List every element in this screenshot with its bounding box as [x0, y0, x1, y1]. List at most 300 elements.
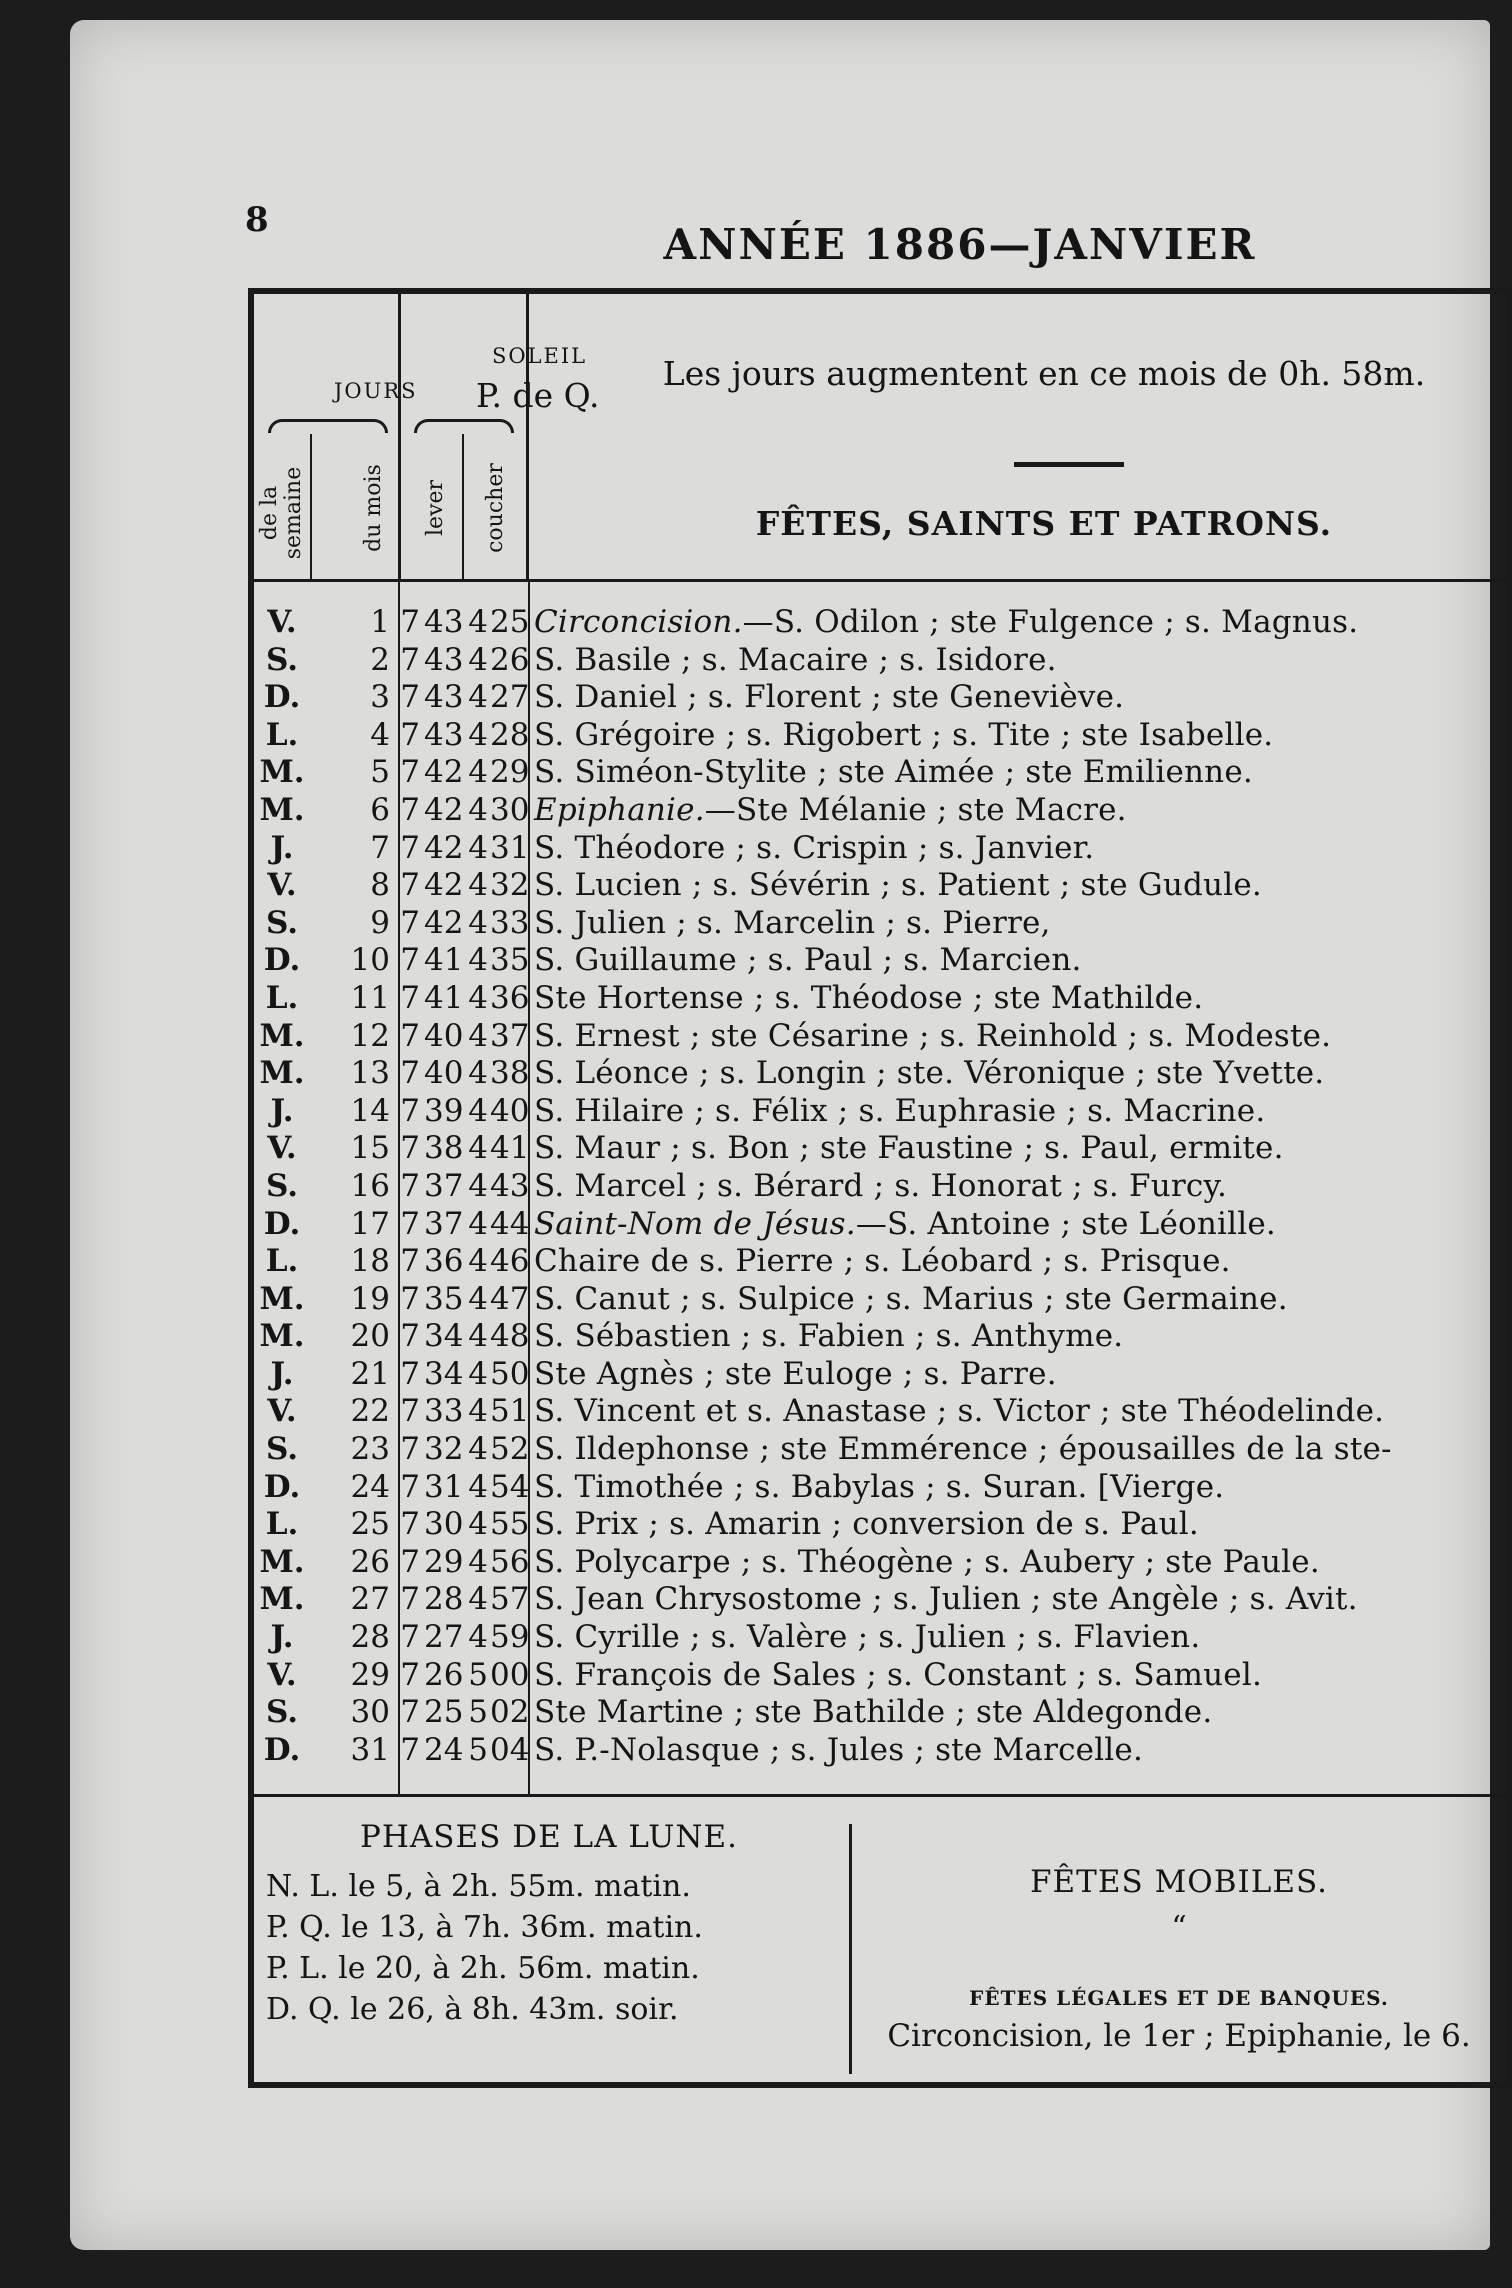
weekday-cell: D.	[263, 1205, 301, 1242]
sunrise-hour: 7	[400, 1017, 420, 1054]
sunset-hour: 4	[468, 754, 488, 791]
sunset-hour: 4	[468, 1393, 488, 1430]
sunrise-hour: 7	[400, 1581, 420, 1618]
saints-cell	[534, 1243, 1231, 1281]
sunset-hour: 4	[468, 641, 488, 678]
sunset-hour: 4	[468, 1581, 488, 1618]
sunset-hour: 4	[468, 1543, 488, 1580]
saints-cell	[534, 1393, 1384, 1431]
saints-cell	[534, 1619, 1200, 1657]
weekday-cell: M.	[259, 1543, 305, 1580]
weekday-cell: J.	[270, 1092, 294, 1129]
sunrise-hour: 7	[400, 904, 420, 941]
sunset-hour: 4	[468, 1431, 488, 1468]
saints-cell	[534, 679, 1124, 717]
pq-label: P. de Q.	[476, 376, 600, 415]
coucher-label: coucher	[483, 463, 508, 553]
sunrise-minute: 25	[424, 1694, 464, 1731]
sunrise-hour: 7	[400, 1167, 420, 1204]
sunrise-minute: 28	[424, 1581, 464, 1618]
bottom-divider	[849, 1824, 852, 2074]
divider-lever	[462, 434, 464, 579]
saints-text: S. Timothée ; s. Babylas ; s. Suran. [Vierge.	[534, 1468, 1225, 1505]
weekday-cell: M.	[259, 1581, 305, 1618]
days-info: Les jours augmentent en ce mois de 0h. 58m.	[662, 354, 1426, 393]
saints-text: S. Prix ; s. Amarin ; conversion de s. Paul.	[534, 1506, 1199, 1543]
calendar-row	[254, 1393, 1506, 1431]
day-cell: 14	[350, 1092, 390, 1129]
sunrise-hour: 7	[400, 604, 420, 640]
sunrise-hour: 7	[400, 1543, 420, 1580]
weekday-cell: M.	[259, 754, 305, 791]
saints-cell	[534, 1318, 1123, 1356]
sunrise-minute: 42	[424, 791, 464, 828]
sunrise-hour: 7	[400, 1506, 420, 1543]
sunrise-minute: 30	[424, 1506, 464, 1543]
saints-text: Chaire de s. Pierre ; s. Léobard ; s. Prisque.	[534, 1243, 1231, 1280]
mois-label: du mois	[361, 464, 386, 552]
saints-cell	[534, 905, 1051, 943]
sunset-minute: 40	[490, 1092, 530, 1129]
sunset-hour: 4	[468, 867, 488, 904]
saints-text: S. Hilaire ; s. Félix ; s. Euphrasie ; s. Macrine.	[534, 1092, 1266, 1129]
calendar-row	[254, 754, 1506, 792]
sunrise-hour: 7	[400, 1243, 420, 1280]
sunrise-hour: 7	[400, 1656, 420, 1693]
calendar-row	[254, 642, 1506, 680]
saints-text: S. Canut ; s. Sulpice ; s. Marius ; ste Germaine.	[534, 1280, 1288, 1317]
day-cell: 24	[350, 1468, 390, 1505]
calendar-row	[254, 604, 1506, 642]
day-cell: 1	[370, 604, 390, 640]
sunrise-minute: 43	[424, 641, 464, 678]
calendar-row	[254, 1093, 1506, 1131]
sunrise-minute: 42	[424, 867, 464, 904]
weekday-cell: S.	[265, 904, 299, 941]
sunrise-hour: 7	[400, 1731, 420, 1768]
saints-cell	[534, 717, 1273, 755]
saints-cell	[534, 1168, 1227, 1206]
day-cell: 11	[350, 979, 390, 1016]
saints-cell	[534, 1469, 1224, 1507]
sunrise-minute: 34	[424, 1355, 464, 1392]
day-cell: 12	[350, 1017, 390, 1054]
weekday-cell: D.	[263, 1731, 301, 1768]
saints-text: S. Ernest ; ste Césarine ; s. Reinhold ; s. Modeste.	[534, 1017, 1332, 1054]
weekday-cell: J.	[270, 1619, 294, 1656]
sunset-minute: 00	[490, 1656, 530, 1693]
calendar-row	[254, 1581, 1506, 1619]
calendar-frame	[248, 288, 1512, 2088]
sunrise-hour: 7	[400, 1619, 420, 1656]
saints-cell	[534, 1356, 1057, 1394]
sunset-hour: 4	[468, 1243, 488, 1280]
sunrise-hour: 7	[400, 1092, 420, 1129]
weekday-cell: M.	[259, 1318, 305, 1355]
calendar-row	[254, 1018, 1506, 1056]
sunset-minute: 51	[490, 1393, 530, 1430]
saints-cell	[534, 754, 1253, 792]
soleil-brace	[414, 419, 514, 433]
saints-cell	[534, 1055, 1324, 1093]
saints-text: Ste Martine ; ste Bathilde ; ste Aldegonde.	[534, 1694, 1213, 1731]
sunset-hour: 4	[468, 1130, 488, 1167]
legales-text: Circoncision, le 1er ; Epiphanie, le 6.	[887, 2018, 1471, 2054]
weekday-cell: S.	[265, 1431, 299, 1468]
sunrise-minute: 35	[424, 1280, 464, 1317]
sunset-hour: 5	[468, 1656, 488, 1693]
sunset-minute: 57	[490, 1581, 530, 1618]
sunrise-hour: 7	[400, 867, 420, 904]
sunrise-minute: 42	[424, 829, 464, 866]
divider-soleil	[526, 294, 529, 579]
weekday-cell: V.	[267, 604, 297, 640]
saints-text: S. Guillaume ; s. Paul ; s. Marcien.	[534, 942, 1082, 979]
weekday-cell: D.	[263, 679, 301, 716]
calendar-row	[254, 1318, 1506, 1356]
calendar-row	[254, 830, 1506, 868]
calendar-row	[254, 905, 1506, 943]
saints-cell	[534, 1506, 1199, 1544]
sunset-minute: 31	[490, 829, 530, 866]
sunset-minute: 55	[490, 1506, 530, 1543]
sunrise-hour: 7	[400, 1355, 420, 1392]
sunset-hour: 4	[468, 1017, 488, 1054]
weekday-cell: D.	[263, 1468, 301, 1505]
sunset-hour: 4	[468, 1092, 488, 1129]
day-cell: 26	[350, 1543, 390, 1580]
sunset-hour: 4	[468, 1318, 488, 1355]
day-cell: 28	[350, 1619, 390, 1656]
sunset-hour: 4	[468, 829, 488, 866]
saints-cell	[534, 867, 1262, 905]
sunrise-minute: 39	[424, 1092, 464, 1129]
sunrise-hour: 7	[400, 754, 420, 791]
sunset-minute: 37	[490, 1017, 530, 1054]
sunrise-minute: 33	[424, 1393, 464, 1430]
day-cell: 30	[350, 1694, 390, 1731]
saints-cell	[534, 1544, 1320, 1582]
sunset-hour: 4	[468, 1506, 488, 1543]
sunset-minute: 33	[490, 904, 530, 941]
day-cell: 4	[370, 716, 390, 753]
calendar-row	[254, 1506, 1506, 1544]
day-cell: 9	[370, 904, 390, 941]
calendar-row	[254, 1055, 1506, 1093]
lever-label: lever	[423, 479, 448, 537]
phases-list	[266, 1866, 703, 2030]
day-cell: 27	[350, 1581, 390, 1618]
weekday-cell: L.	[265, 1243, 299, 1280]
sunset-hour: 5	[468, 1694, 488, 1731]
calendar-row	[254, 980, 1506, 1018]
sunrise-minute: 42	[424, 754, 464, 791]
sunrise-minute: 38	[424, 1130, 464, 1167]
sunset-minute: 27	[490, 679, 530, 716]
saints-text: S. Léonce ; s. Longin ; ste. Véronique ; ste Yvette.	[534, 1055, 1325, 1092]
day-cell: 8	[370, 867, 390, 904]
saints-cell	[534, 1093, 1265, 1131]
sunrise-minute: 31	[424, 1468, 464, 1505]
day-cell: 20	[350, 1318, 390, 1355]
day-cell: 21	[350, 1355, 390, 1392]
sunset-minute: 52	[490, 1431, 530, 1468]
saints-text: Ste Hortense ; s. Théodose ; ste Mathilde.	[534, 979, 1204, 1016]
sunset-minute: 46	[490, 1243, 530, 1280]
saints-text: —Ste Mélanie ; ste Macre.	[704, 791, 1127, 828]
weekday-cell: V.	[267, 1393, 297, 1430]
calendar-row	[254, 1544, 1506, 1582]
calendar-row	[254, 1694, 1506, 1732]
legales-title: FÊTES LÉGALES ET DE BANQUES.	[969, 1986, 1389, 2010]
day-cell: 15	[350, 1130, 390, 1167]
saints-cell	[534, 1281, 1288, 1319]
divider-jours	[398, 294, 401, 579]
sunrise-minute: 41	[424, 942, 464, 979]
sunset-minute: 43	[490, 1167, 530, 1204]
sunset-minute: 29	[490, 754, 530, 791]
calendar-row	[254, 1619, 1506, 1657]
day-cell: 5	[370, 754, 390, 791]
jours-label: JOURS	[334, 379, 418, 403]
sunset-hour: 4	[468, 979, 488, 1016]
sunrise-minute: 42	[424, 904, 464, 941]
saints-cell	[534, 1431, 1392, 1469]
sunrise-minute: 27	[424, 1619, 464, 1656]
day-cell: 17	[350, 1205, 390, 1242]
sunrise-minute: 43	[424, 679, 464, 716]
feast-name: Epiphanie.	[534, 791, 705, 828]
sunrise-hour: 7	[400, 1280, 420, 1317]
saints-text: S. Sébastien ; s. Fabien ; s. Anthyme.	[534, 1318, 1124, 1355]
calendar-row	[254, 1431, 1506, 1469]
sunset-hour: 4	[468, 1055, 488, 1092]
sunrise-hour: 7	[400, 679, 420, 716]
weekday-cell: V.	[267, 867, 297, 904]
sunset-minute: 54	[490, 1468, 530, 1505]
sunset-hour: 4	[468, 1205, 488, 1242]
sunset-minute: 44	[490, 1205, 530, 1242]
sunrise-minute: 37	[424, 1205, 464, 1242]
page-title: ANNÉE 1886—JANVIER	[663, 220, 1257, 269]
saints-cell	[534, 1694, 1212, 1732]
weekday-cell: J.	[270, 1355, 294, 1392]
calendar-row	[254, 1281, 1506, 1319]
day-cell: 6	[370, 791, 390, 828]
weekday-cell: D.	[263, 942, 301, 979]
phases-title: PHASES DE LA LUNE.	[359, 1819, 739, 1855]
sunset-minute: 38	[490, 1055, 530, 1092]
sunrise-minute: 40	[424, 1017, 464, 1054]
saints-cell	[534, 1732, 1143, 1770]
calendar-row	[254, 1206, 1506, 1244]
saints-cell	[534, 942, 1082, 980]
calendar-row	[254, 1356, 1506, 1394]
sunset-hour: 4	[468, 1468, 488, 1505]
sunset-minute: 25	[490, 604, 530, 640]
header-rule	[254, 579, 1506, 582]
sunrise-minute: 37	[424, 1167, 464, 1204]
sunrise-minute: 36	[424, 1243, 464, 1280]
weekday-cell: L.	[265, 979, 299, 1016]
ornament-rule	[1014, 462, 1124, 467]
sunset-hour: 4	[468, 1355, 488, 1392]
saints-text: S. P.-Nolasque ; s. Jules ; ste Marcelle.	[534, 1731, 1144, 1768]
sunrise-minute: 41	[424, 979, 464, 1016]
feast-name: Circoncision.	[534, 604, 743, 640]
calendar-row	[254, 1657, 1506, 1695]
sunrise-hour: 7	[400, 641, 420, 678]
calendar-row	[254, 792, 1506, 830]
saints-cell	[534, 642, 1057, 680]
mobiles-title: FÊTES MOBILES.	[1030, 1864, 1328, 1900]
sunrise-hour: 7	[400, 1318, 420, 1355]
saints-text: S. Grégoire ; s. Rigobert ; s. Tite ; ste Isabelle.	[534, 716, 1274, 753]
sunset-hour: 4	[468, 791, 488, 828]
calendar-row	[254, 942, 1506, 980]
saints-cell	[534, 1206, 1276, 1244]
sunset-minute: 35	[490, 942, 530, 979]
weekday-cell: S.	[265, 1167, 299, 1204]
weekday-cell: S.	[265, 641, 299, 678]
sunset-minute: 56	[490, 1543, 530, 1580]
sunrise-hour: 7	[400, 716, 420, 753]
weekday-cell: M.	[259, 1055, 305, 1092]
sunrise-minute: 34	[424, 1318, 464, 1355]
day-cell: 25	[350, 1506, 390, 1543]
saints-text: S. Lucien ; s. Sévérin ; s. Patient ; ste Gudule.	[534, 867, 1262, 904]
phase-item: N. L. le 5, à 2h. 55m. matin.	[266, 1869, 691, 1904]
sunrise-hour: 7	[400, 1431, 420, 1468]
sunset-minute: 59	[490, 1619, 530, 1656]
saints-text: S. Vincent et s. Anastase ; s. Victor ; ste Théodelinde.	[534, 1393, 1385, 1430]
phase-item: D. Q. le 26, à 8h. 43m. soir.	[266, 1992, 679, 2027]
calendar-row	[254, 717, 1506, 755]
saints-text: S. Cyrille ; s. Valère ; s. Julien ; s. Flavien.	[534, 1619, 1201, 1656]
sunrise-minute: 32	[424, 1431, 464, 1468]
day-cell: 10	[350, 942, 390, 979]
sunrise-minute: 24	[424, 1731, 464, 1768]
saints-text: S. Ildephonse ; ste Emmérence ; épousailles de la ste-	[534, 1431, 1392, 1468]
phase-item: P. Q. le 13, à 7h. 36m. matin.	[266, 1910, 703, 1945]
sunset-minute: 04	[490, 1731, 530, 1768]
day-cell: 13	[350, 1055, 390, 1092]
sunrise-minute: 40	[424, 1055, 464, 1092]
saints-text: S. Basile ; s. Macaire ; s. Isidore.	[534, 641, 1057, 678]
sunset-minute: 50	[490, 1355, 530, 1392]
divider-sem	[310, 434, 312, 579]
saints-text: S. Marcel ; s. Bérard ; s. Honorat ; s. Furcy.	[534, 1167, 1228, 1204]
day-cell: 2	[370, 641, 390, 678]
calendar-row	[254, 679, 1506, 717]
saints-text: S. François de Sales ; s. Constant ; s. Samuel.	[534, 1656, 1263, 1693]
day-cell: 3	[370, 679, 390, 716]
mobiles-value: “	[1171, 1910, 1187, 1945]
sunrise-hour: 7	[400, 1393, 420, 1430]
sunset-hour: 4	[468, 904, 488, 941]
weekday-cell: S.	[265, 1694, 299, 1731]
sunrise-hour: 7	[400, 791, 420, 828]
sunrise-hour: 7	[400, 1694, 420, 1731]
saints-text: —S. Antoine ; ste Léonille.	[855, 1205, 1276, 1242]
weekday-cell: M.	[259, 1280, 305, 1317]
sunset-hour: 4	[468, 1167, 488, 1204]
calendar-row	[254, 1469, 1506, 1507]
saints-text: S. Théodore ; s. Crispin ; s. Janvier.	[534, 829, 1095, 866]
day-cell: 31	[350, 1731, 390, 1768]
sunset-minute: 36	[490, 979, 530, 1016]
saints-text: S. Jean Chrysostome ; s. Julien ; ste Angèle ; s. Avit.	[534, 1581, 1358, 1618]
sunset-hour: 4	[468, 1619, 488, 1656]
sunrise-hour: 7	[400, 829, 420, 866]
sunrise-minute: 43	[424, 604, 464, 640]
sunrise-hour: 7	[400, 1468, 420, 1505]
weekday-cell: M.	[259, 1017, 305, 1054]
sunset-minute: 26	[490, 641, 530, 678]
sunset-minute: 30	[490, 791, 530, 828]
day-cell: 7	[370, 829, 390, 866]
saints-cell	[534, 792, 1127, 830]
sunset-hour: 4	[468, 679, 488, 716]
fetes-heading: FÊTES, SAINTS ET PATRONS.	[755, 504, 1333, 543]
saints-text: S. Julien ; s. Marcelin ; s. Pierre,	[534, 904, 1051, 941]
weekday-cell: L.	[265, 1506, 299, 1543]
calendar-row	[254, 867, 1506, 905]
sunrise-hour: 7	[400, 1205, 420, 1242]
saints-text: S. Siméon-Stylite ; ste Aimée ; ste Emilienne.	[534, 754, 1253, 791]
almanac-page	[70, 20, 1490, 2250]
sunset-minute: 41	[490, 1130, 530, 1167]
sunset-minute: 02	[490, 1694, 530, 1731]
saints-text: S. Polycarpe ; s. Théogène ; s. Aubery ; ste Paule.	[534, 1543, 1320, 1580]
weekday-cell: J.	[270, 829, 294, 866]
sunset-hour: 4	[468, 942, 488, 979]
jours-brace	[268, 419, 388, 433]
phase-item: P. L. le 20, à 2h. 56m. matin.	[266, 1951, 700, 1986]
saints-cell	[534, 1130, 1284, 1168]
saints-cell	[534, 830, 1094, 868]
saints-cell	[534, 980, 1203, 1018]
sunrise-hour: 7	[400, 942, 420, 979]
sunset-minute: 32	[490, 867, 530, 904]
weekday-cell: M.	[259, 791, 305, 828]
saints-cell	[534, 1657, 1262, 1695]
saints-cell	[534, 1581, 1358, 1619]
calendar-row	[254, 1130, 1506, 1168]
day-cell: 22	[350, 1393, 390, 1430]
day-cell: 19	[350, 1280, 390, 1317]
sunrise-hour: 7	[400, 979, 420, 1016]
day-cell: 16	[350, 1167, 390, 1204]
feast-name: Saint-Nom de Jésus.	[534, 1205, 856, 1242]
saints-text: —S. Odilon ; ste Fulgence ; s. Magnus.	[742, 604, 1359, 640]
sunrise-minute: 26	[424, 1656, 464, 1693]
saints-text: S. Maur ; s. Bon ; ste Faustine ; s. Paul, ermite.	[534, 1130, 1284, 1167]
weekday-cell: V.	[267, 1656, 297, 1693]
calendar-row	[254, 1243, 1506, 1281]
calendar-row	[254, 1168, 1506, 1206]
saints-cell	[534, 604, 1358, 642]
calendar-row	[254, 1732, 1506, 1770]
day-cell: 29	[350, 1656, 390, 1693]
sunset-minute: 48	[490, 1318, 530, 1355]
bottom-rule	[254, 1794, 1506, 1797]
day-cell: 23	[350, 1431, 390, 1468]
page-number: 8	[245, 200, 269, 240]
calendar-rows	[254, 604, 1506, 1769]
sunrise-hour: 7	[400, 1055, 420, 1092]
sunrise-hour: 7	[400, 1130, 420, 1167]
